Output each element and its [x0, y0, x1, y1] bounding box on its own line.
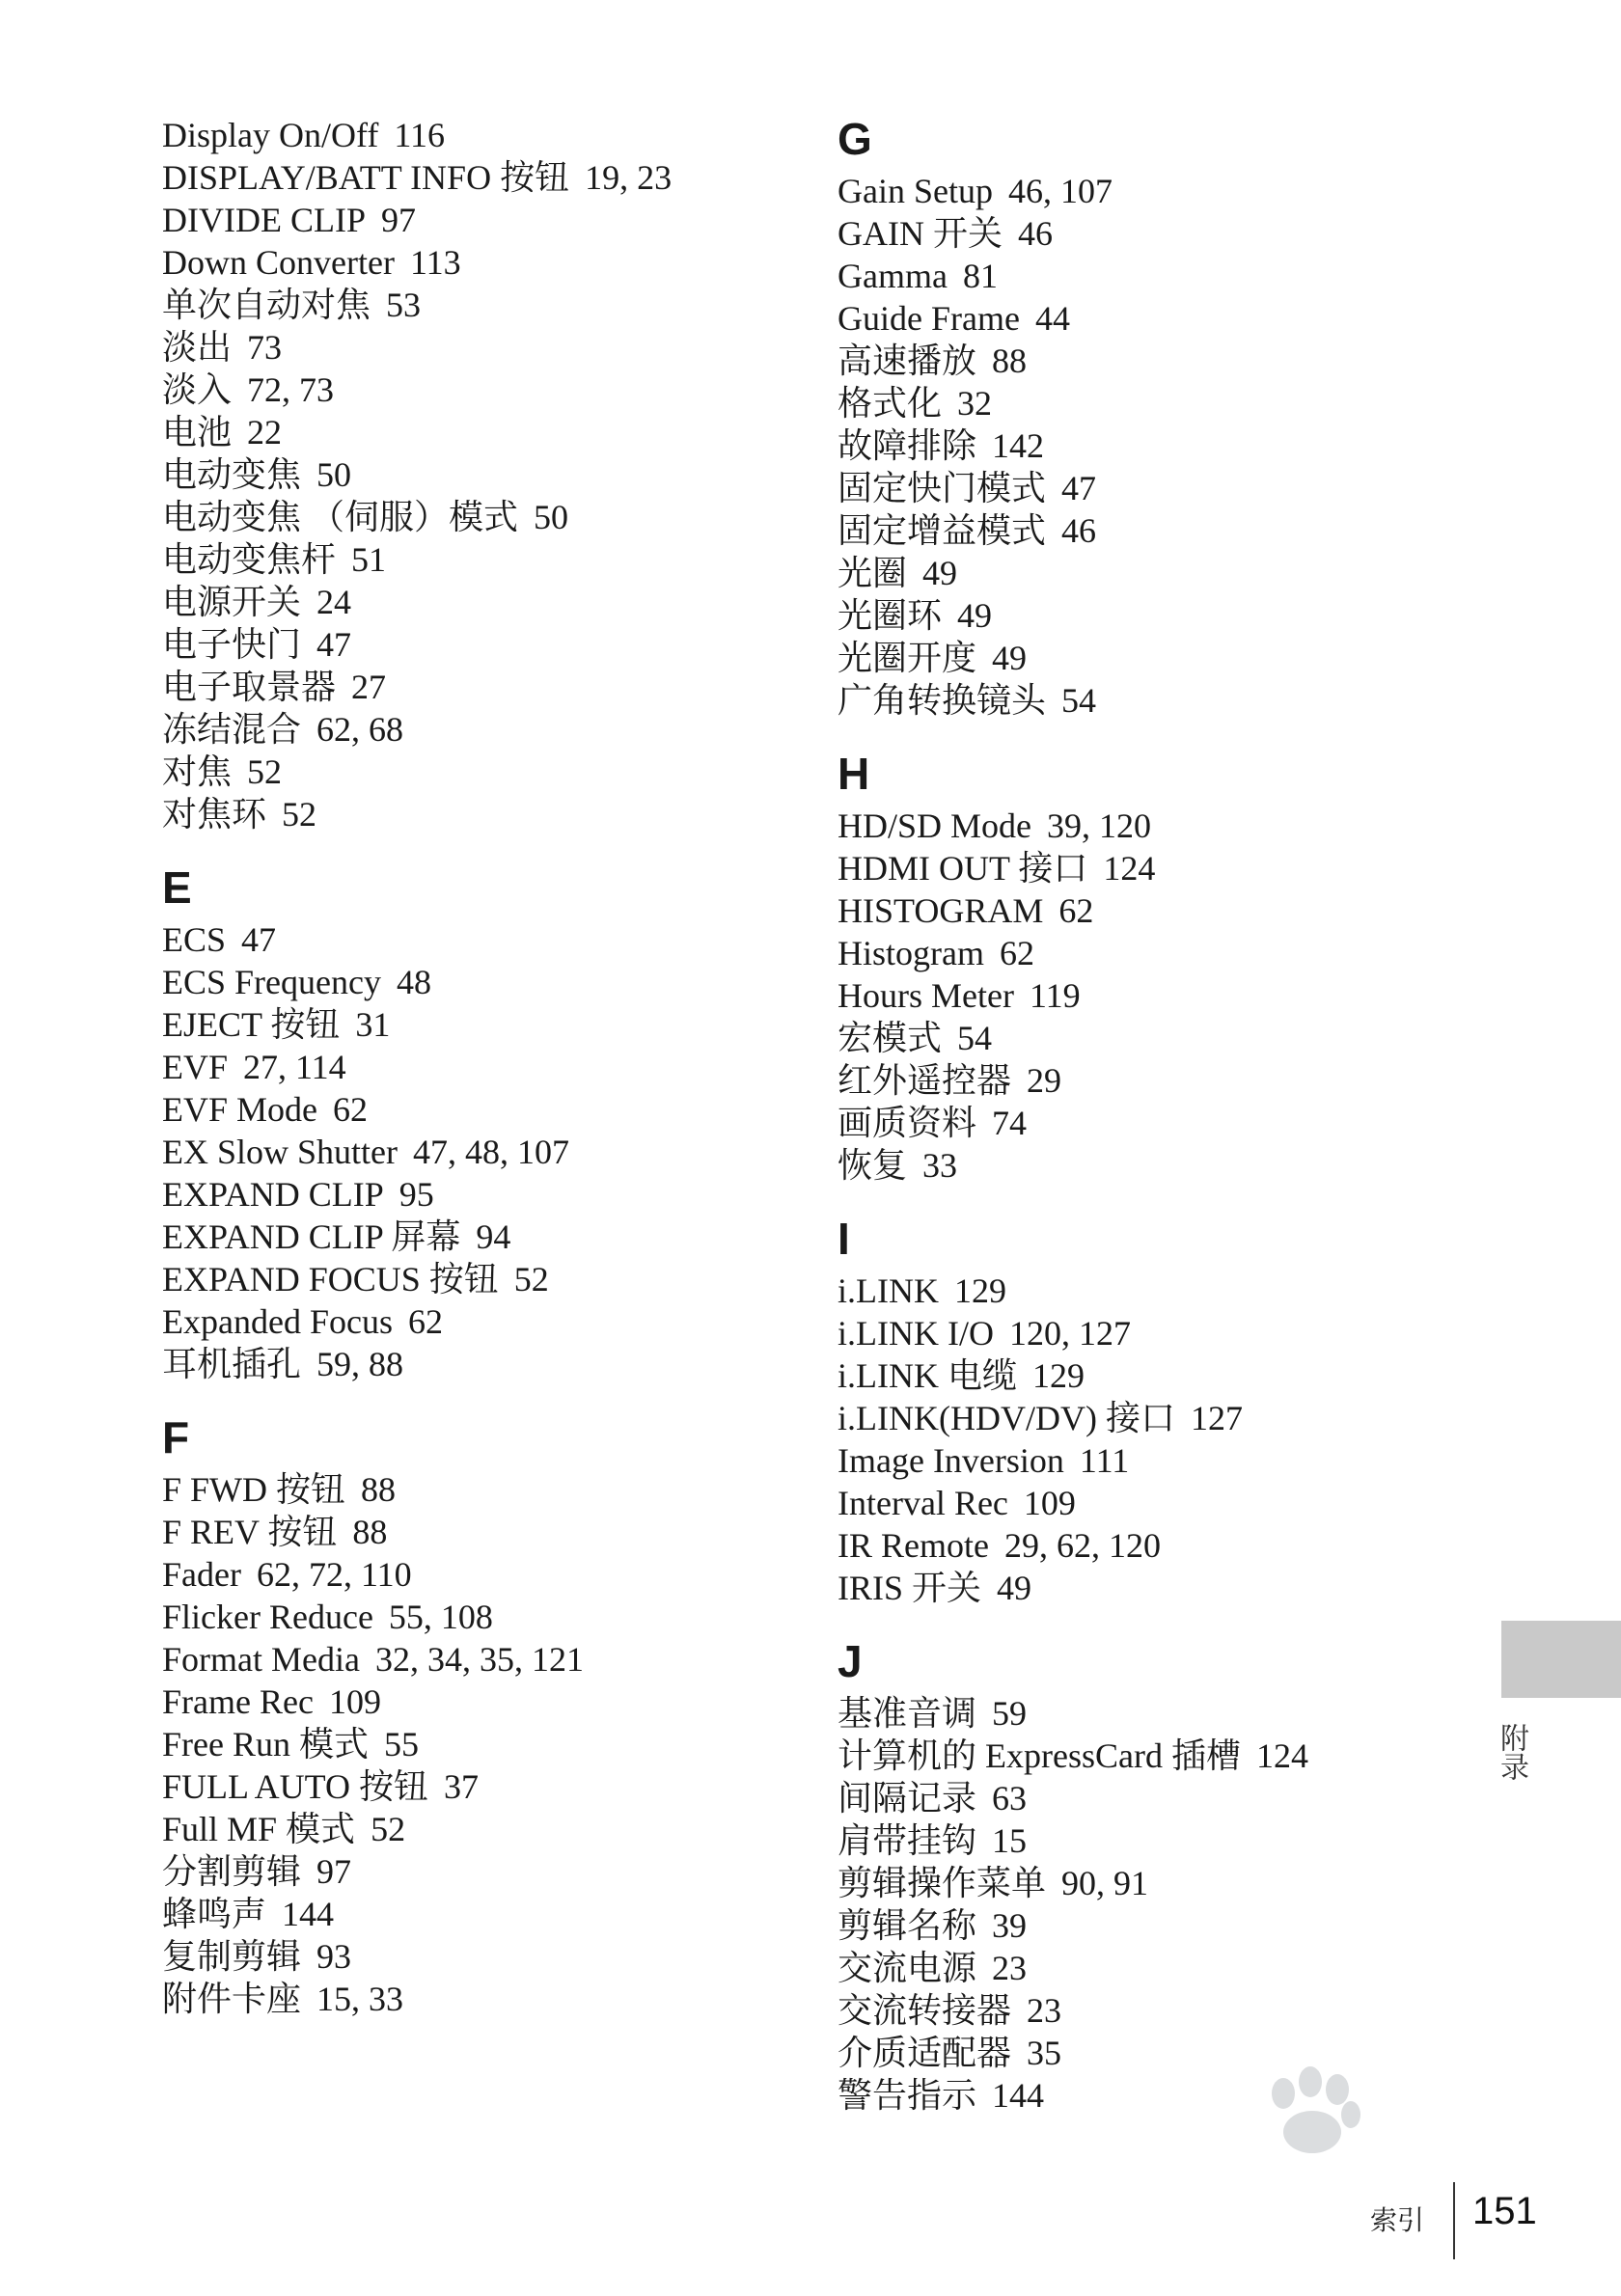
- index-term: 对焦: [162, 752, 233, 791]
- index-entry: [162, 1808, 780, 1850]
- index-page-refs: 24: [316, 583, 352, 621]
- index-term: Gain Setup: [838, 172, 993, 210]
- index-entry: [162, 199, 780, 241]
- index-entry: [838, 1017, 1455, 1059]
- index-term: Interval Rec: [838, 1484, 1008, 1522]
- index-entry: [162, 1765, 780, 1808]
- index-entry: [838, 847, 1455, 889]
- index-entry: [162, 369, 780, 411]
- index-page-refs: 119: [1029, 976, 1081, 1015]
- index-entry: [162, 666, 780, 708]
- index-page-refs: 113: [409, 243, 461, 282]
- index-term: 光圈环: [838, 596, 943, 635]
- index-term: 交流转接器: [838, 1991, 1012, 2030]
- index-entry: [838, 1059, 1455, 1102]
- index-page-refs: 47: [1061, 469, 1097, 507]
- index-term: 高速播放: [838, 342, 977, 380]
- index-page-refs: 19, 23: [585, 158, 673, 197]
- index-term: Frame Rec: [162, 1682, 314, 1721]
- index-entry: [838, 1947, 1455, 1989]
- index-page-refs: 46: [1061, 511, 1097, 550]
- footer-divider: [1453, 2182, 1455, 2259]
- section-tab: [1501, 1621, 1621, 1698]
- index-page-refs: 29: [1027, 1061, 1062, 1100]
- index-page-refs: 52: [371, 1810, 406, 1848]
- index-term: Full MF 模式: [162, 1810, 356, 1848]
- index-term: i.LINK(HDV/DV) 接口: [838, 1399, 1175, 1437]
- index-page-refs: 49: [992, 639, 1028, 677]
- index-letter-heading: G: [838, 114, 872, 164]
- index-entry: [838, 637, 1455, 679]
- index-term: IR Remote: [838, 1526, 989, 1565]
- index-term: 交流电源: [838, 1949, 977, 1987]
- index-entry: [162, 114, 780, 156]
- index-entry: [162, 241, 780, 284]
- index-term: IRIS 开关: [838, 1569, 982, 1607]
- index-page-refs: 88: [361, 1470, 397, 1509]
- index-term: 剪辑操作菜单: [838, 1864, 1047, 1902]
- index-page-refs: 74: [992, 1104, 1028, 1142]
- index-term: 电子取景器: [162, 668, 337, 706]
- index-entry: [162, 751, 780, 793]
- index-entry: [162, 1596, 780, 1638]
- index-term: 附件卡座: [162, 1980, 302, 2018]
- index-entry: [838, 1819, 1455, 1862]
- index-page-refs: 88: [352, 1513, 388, 1551]
- index-entry: [162, 538, 780, 581]
- index-page-refs: 73: [247, 328, 283, 367]
- index-page-refs: 27: [351, 668, 387, 706]
- index-section: [838, 1214, 1455, 1609]
- index-entry: [838, 467, 1455, 509]
- index-letter-heading: I: [838, 1214, 850, 1264]
- index-page-refs: 49: [922, 554, 958, 592]
- index-term: EXPAND CLIP 屏幕: [162, 1217, 461, 1256]
- index-entry: [162, 284, 780, 326]
- index-entry: [838, 2032, 1455, 2074]
- index-section: [838, 114, 1455, 722]
- index-term: 分割剪辑: [162, 1852, 302, 1891]
- index-term: 电动变焦杆: [162, 540, 337, 579]
- index-page-refs: 23: [1027, 1991, 1062, 2030]
- index-page-refs: 95: [398, 1175, 434, 1214]
- index-entry: [162, 1893, 780, 1935]
- index-entry: [162, 1850, 780, 1893]
- index-term: 光圈: [838, 554, 908, 592]
- index-page-refs: 94: [476, 1217, 511, 1256]
- index-page-refs: 63: [992, 1779, 1028, 1818]
- index-entry: [838, 340, 1455, 382]
- index-term: 电动变焦: [162, 455, 302, 494]
- index-page-refs: 109: [1023, 1484, 1076, 1522]
- index-entry: [838, 1144, 1455, 1187]
- index-letter-heading: H: [838, 749, 870, 799]
- index-term: 画质资料: [838, 1104, 977, 1142]
- index-page-refs: 111: [1079, 1441, 1130, 1480]
- index-term: Histogram: [838, 934, 984, 972]
- index-entry: [838, 889, 1455, 932]
- page-number: 151: [1472, 2190, 1537, 2232]
- index-page-refs: 90, 91: [1061, 1864, 1149, 1902]
- index-term: EXPAND FOCUS 按钮: [162, 1260, 499, 1298]
- index-term: F REV 按钮: [162, 1513, 338, 1551]
- index-entry: [838, 1567, 1455, 1609]
- index-entry: [838, 805, 1455, 847]
- index-letter-heading: E: [162, 862, 192, 913]
- index-entry: [162, 156, 780, 199]
- index-entry: [838, 382, 1455, 424]
- index-term: Gamma: [838, 257, 948, 295]
- index-entry: [162, 1935, 780, 1978]
- index-entry: [838, 1904, 1455, 1947]
- index-term: Display On/Off: [162, 116, 379, 154]
- index-term: HD/SD Mode: [838, 806, 1032, 845]
- index-term: EVF: [162, 1048, 229, 1086]
- index-page-refs: 32, 34, 35, 121: [374, 1640, 584, 1679]
- index-term: 耳机插孔: [162, 1345, 302, 1383]
- index-entry: [162, 496, 780, 538]
- index-term: 基准音调: [838, 1694, 977, 1733]
- index-letter-heading: F: [162, 1412, 190, 1462]
- index-entry: [162, 1468, 780, 1511]
- index-letter-heading: J: [838, 1636, 863, 1686]
- index-page-refs: 127: [1190, 1399, 1243, 1437]
- index-term: Guide Frame: [838, 299, 1020, 338]
- index-page-refs: 31: [355, 1005, 391, 1044]
- index-term: 间隔记录: [838, 1779, 977, 1818]
- footer-section-label: 索引: [1370, 2204, 1425, 2236]
- index-page-refs: 55: [383, 1725, 419, 1763]
- index-entry: [838, 297, 1455, 340]
- index-term: EJECT 按钮: [162, 1005, 341, 1044]
- index-entry: [838, 932, 1455, 974]
- index-term: FULL AUTO 按钮: [162, 1767, 429, 1806]
- index-entry: [838, 1692, 1455, 1735]
- index-term: F FWD 按钮: [162, 1470, 346, 1509]
- index-term: HDMI OUT 接口: [838, 849, 1088, 888]
- index-section: [838, 1636, 1455, 2117]
- index-term: Expanded Focus: [162, 1302, 393, 1341]
- index-page-refs: 15, 33: [316, 1980, 404, 2018]
- index-page-refs: 32: [957, 384, 993, 423]
- index-page-refs: 47, 48, 107: [413, 1133, 570, 1171]
- index-term: 宏模式: [838, 1019, 943, 1057]
- index-page-refs: 116: [394, 116, 445, 154]
- index-section: [162, 862, 780, 1385]
- index-entry: [162, 1638, 780, 1681]
- index-entry: [162, 793, 780, 835]
- index-page-refs: 124: [1103, 849, 1156, 888]
- index-entry: [838, 1735, 1455, 1777]
- index-entry: [838, 1397, 1455, 1439]
- index-page-refs: 97: [316, 1852, 352, 1891]
- index-term: 故障排除: [838, 426, 977, 465]
- index-term: 对焦环: [162, 795, 267, 834]
- index-page-refs: 54: [1061, 681, 1097, 720]
- index-entry: [838, 1482, 1455, 1524]
- index-page-refs: 27, 114: [243, 1048, 346, 1086]
- index-entry: [838, 1524, 1455, 1567]
- index-entry: [162, 961, 780, 1003]
- index-page-refs: 37: [444, 1767, 480, 1806]
- index-page-refs: 81: [962, 257, 998, 295]
- index-page-refs: 51: [351, 540, 387, 579]
- index-term: HISTOGRAM: [838, 891, 1044, 930]
- index-entry: [162, 581, 780, 623]
- index-term: 固定快门模式: [838, 469, 1047, 507]
- index-page-refs: 50: [316, 455, 352, 494]
- index-term: EX Slow Shutter: [162, 1133, 398, 1171]
- index-term: Format Media: [162, 1640, 360, 1679]
- index-entry: [162, 1343, 780, 1385]
- index-entry: [838, 1354, 1455, 1397]
- index-entry: [162, 918, 780, 961]
- index-term: 电子快门: [162, 625, 302, 664]
- index-entry: [838, 170, 1455, 212]
- index-page-refs: 15: [992, 1821, 1028, 1860]
- index-entry: [162, 1173, 780, 1216]
- index-entry: [838, 1989, 1455, 2032]
- index-entry: [162, 1723, 780, 1765]
- index-entry: [162, 1258, 780, 1300]
- index-page-refs: 49: [997, 1569, 1032, 1607]
- index-term: 淡出: [162, 328, 233, 367]
- index-page-refs: 33: [922, 1146, 958, 1185]
- index-page-refs: 54: [957, 1019, 993, 1057]
- index-entry: [162, 1300, 780, 1343]
- index-term: EVF Mode: [162, 1090, 317, 1129]
- index-page-refs: 59: [992, 1694, 1028, 1733]
- index-entry: [162, 1978, 780, 2020]
- index-entry: [838, 424, 1455, 467]
- index-term: 蜂鸣声: [162, 1895, 267, 1933]
- index-entry: [162, 1046, 780, 1088]
- index-entry: [838, 509, 1455, 552]
- index-page-refs: 53: [386, 286, 422, 324]
- index-entry: [838, 1312, 1455, 1354]
- index-page-refs: 44: [1034, 299, 1070, 338]
- index-page-refs: 39: [992, 1906, 1028, 1945]
- index-page-refs: 97: [380, 201, 416, 239]
- index-term: DIVIDE CLIP: [162, 201, 366, 239]
- index-term: 电池: [162, 413, 233, 451]
- index-page-refs: 120, 127: [1008, 1314, 1131, 1353]
- index-term: 肩带挂钩: [838, 1821, 977, 1860]
- index-page-refs: 62, 72, 110: [256, 1555, 412, 1594]
- index-entry: [838, 974, 1455, 1017]
- index-entry: [838, 212, 1455, 255]
- index-page-refs: 142: [992, 426, 1045, 465]
- index-term: 警告指示: [838, 2076, 977, 2115]
- index-section: [838, 749, 1455, 1187]
- index-page-refs: 62, 68: [316, 710, 404, 749]
- index-entry: [162, 326, 780, 369]
- right-index-column: [838, 114, 1455, 2117]
- index-page-refs: 55, 108: [388, 1598, 493, 1636]
- index-page-refs: 49: [957, 596, 993, 635]
- index-page-refs: 46: [1017, 214, 1053, 253]
- index-entry: [838, 255, 1455, 297]
- index-entry: [838, 1439, 1455, 1482]
- index-entry: [162, 623, 780, 666]
- index-page-refs: 29, 62, 120: [1003, 1526, 1161, 1565]
- index-entry: [838, 594, 1455, 637]
- index-entry: [162, 1681, 780, 1723]
- index-entry: [838, 679, 1455, 722]
- index-entry: [162, 1088, 780, 1131]
- index-page-refs: 47: [316, 625, 352, 664]
- index-page-refs: 50: [534, 498, 569, 536]
- index-entry: [162, 1003, 780, 1046]
- index-page-refs: 47: [241, 920, 277, 959]
- index-page-refs: 62: [407, 1302, 443, 1341]
- index-term: 冻结混合: [162, 710, 302, 749]
- index-term: Fader: [162, 1555, 241, 1594]
- index-entry: [838, 1270, 1455, 1312]
- index-page-refs: 144: [282, 1895, 335, 1933]
- index-term: 单次自动对焦: [162, 286, 371, 324]
- index-page-refs: 124: [1255, 1736, 1308, 1775]
- index-page-refs: 46, 107: [1007, 172, 1113, 210]
- index-page-refs: 35: [1027, 2034, 1062, 2072]
- index-entry: [162, 708, 780, 751]
- index-page-refs: 52: [282, 795, 317, 834]
- index-entry: [162, 453, 780, 496]
- index-term: 淡入: [162, 370, 233, 409]
- index-term: Flicker Reduce: [162, 1598, 373, 1636]
- index-term: Image Inversion: [838, 1441, 1064, 1480]
- index-term: 电动变焦 （伺服）模式: [162, 498, 519, 536]
- index-term: 剪辑名称: [838, 1906, 977, 1945]
- index-term: ECS Frequency: [162, 963, 381, 1001]
- index-term: Hours Meter: [838, 976, 1014, 1015]
- index-entry: [838, 1102, 1455, 1144]
- index-term: DISPLAY/BATT INFO 按钮: [162, 158, 570, 197]
- index-entry: [838, 552, 1455, 594]
- index-term: i.LINK 电缆: [838, 1356, 1017, 1395]
- index-entry: [162, 1216, 780, 1258]
- index-term: 格式化: [838, 384, 943, 423]
- index-page-refs: 144: [992, 2076, 1045, 2115]
- index-entry: [838, 1862, 1455, 1904]
- index-page-refs: 129: [1031, 1356, 1085, 1395]
- index-entry: [162, 1131, 780, 1173]
- index-term: 计算机的 ExpressCard 插槽: [838, 1736, 1241, 1775]
- index-term: 红外遥控器: [838, 1061, 1012, 1100]
- index-page-refs: 88: [992, 342, 1028, 380]
- index-term: 恢复: [838, 1146, 908, 1185]
- index-term: 复制剪辑: [162, 1937, 302, 1976]
- index-page-refs: 93: [316, 1937, 352, 1976]
- index-page-refs: 52: [247, 752, 283, 791]
- index-term: 固定增益模式: [838, 511, 1047, 550]
- index-section: [162, 114, 780, 835]
- index-page-refs: 62: [1058, 891, 1094, 930]
- index-term: i.LINK I/O: [838, 1314, 994, 1353]
- index-page-refs: 62: [333, 1090, 368, 1129]
- index-page-refs: 39, 120: [1047, 806, 1152, 845]
- index-term: Free Run 模式: [162, 1725, 369, 1763]
- section-tab-label: 附录: [1495, 1723, 1528, 1781]
- index-page-refs: 62: [999, 934, 1034, 972]
- index-term: 广角转换镜头: [838, 681, 1047, 720]
- index-page-refs: 129: [953, 1271, 1006, 1310]
- index-page-refs: 109: [328, 1682, 381, 1721]
- left-index-column: [162, 114, 780, 2020]
- index-term: ECS: [162, 920, 227, 959]
- index-page-refs: 52: [513, 1260, 549, 1298]
- index-section: [162, 1412, 780, 2020]
- index-entry: [162, 411, 780, 453]
- index-entry: [838, 2074, 1455, 2117]
- index-term: i.LINK: [838, 1271, 939, 1310]
- index-page-refs: 59, 88: [316, 1345, 404, 1383]
- index-term: 电源开关: [162, 583, 302, 621]
- index-page-refs: 23: [992, 1949, 1028, 1987]
- index-term: 光圈开度: [838, 639, 977, 677]
- index-entry: [162, 1511, 780, 1553]
- index-page-refs: 72, 73: [247, 370, 335, 409]
- index-page-refs: 48: [396, 963, 431, 1001]
- index-term: Down Converter: [162, 243, 395, 282]
- index-entry: [838, 1777, 1455, 1819]
- index-page-refs: 22: [247, 413, 283, 451]
- index-entry: [162, 1553, 780, 1596]
- index-term: EXPAND CLIP: [162, 1175, 384, 1214]
- index-term: 介质适配器: [838, 2034, 1012, 2072]
- index-term: GAIN 开关: [838, 214, 1003, 253]
